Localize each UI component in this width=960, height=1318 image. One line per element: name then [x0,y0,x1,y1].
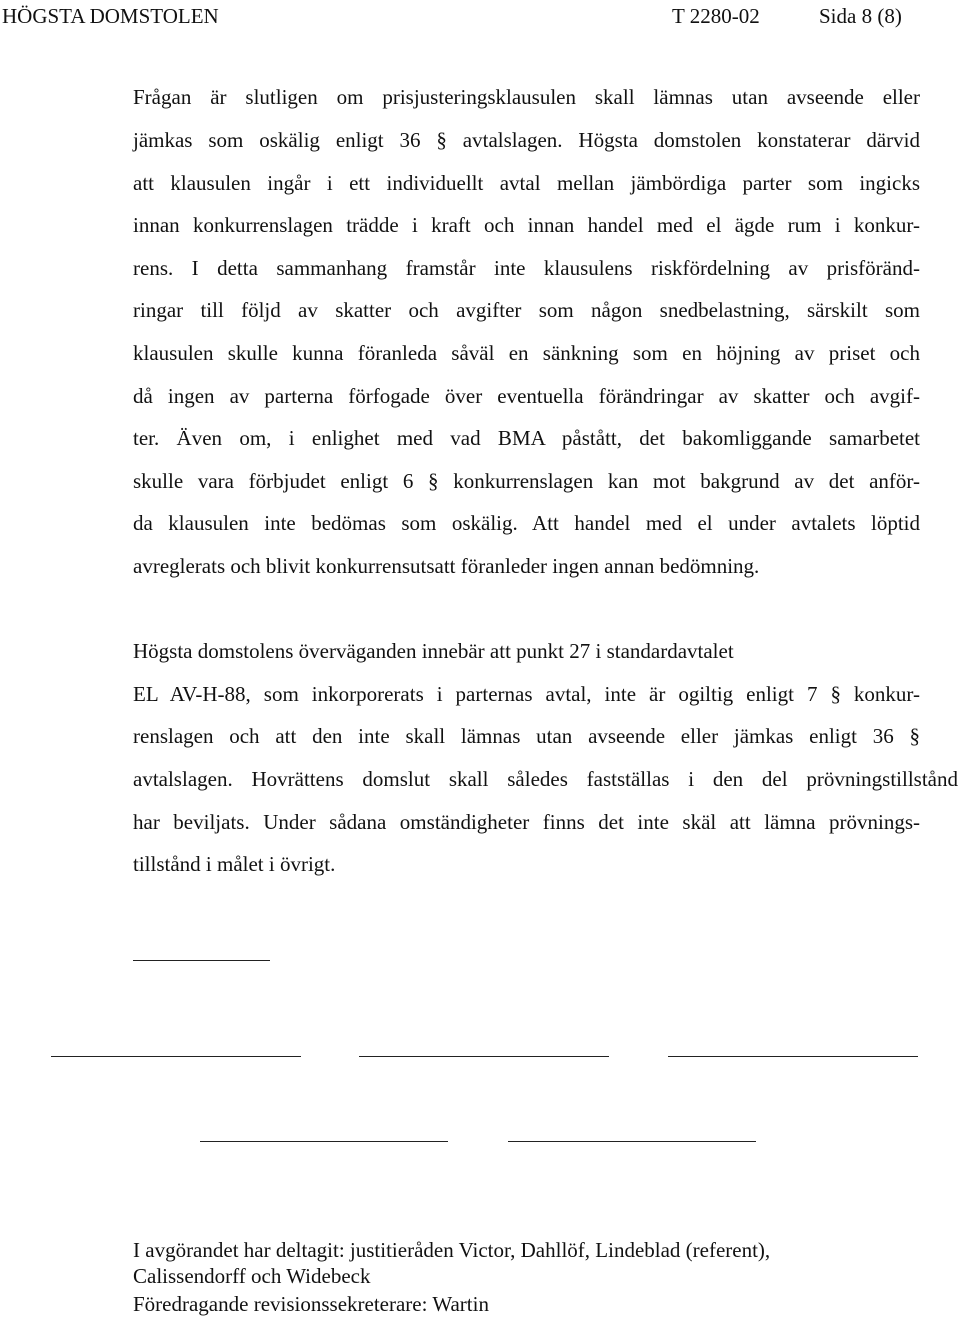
participants-line-1: I avgörandet har deltagit: justitieråden Victor, Dahllöf, Lindeblad (referent), [133,1238,771,1262]
signature-line [51,1056,301,1057]
paragraph-line: EL AV-H-88, som inkorporerats i parternas avtal, inte är ogiltig enligt 7 § konkur- [133,682,920,706]
paragraph-line: avtalslagen. Hovrättens domslut skall således fastställas i den del prövningstillstånd [133,767,958,791]
page-number: Sida 8 (8) [819,4,902,28]
paragraph-line: tillstånd i målet i övrigt. [133,852,336,876]
signature-line [508,1141,756,1142]
court-name: HÖGSTA DOMSTOLEN [2,4,219,28]
paragraph-line: ringar till följd av skatter och avgifter som någon snedbelastning, särskilt som [133,298,920,322]
rapporteur-line: Föredragande revisionssekreterare: Wartin [133,1292,489,1316]
case-number: T 2280-02 [672,4,760,28]
paragraph-line: ter. Även om, i enlighet med vad BMA påstått, det bakomliggande samarbetet [133,426,920,450]
paragraph-line: avreglerats och blivit konkurrensutsatt föranleder ingen annan bedömning. [133,554,760,578]
paragraph-line: Frågan är slutligen om prisjusteringsklausulen skall lämnas utan avseende eller [133,85,920,109]
paragraph-line: da klausulen inte bedömas som oskälig. Att handel med el under avtalets löptid [133,511,920,535]
paragraph-line: att klausulen ingår i ett individuellt avtal mellan jämbördiga parter som ingicks [133,171,920,195]
paragraph-line: skulle vara förbjudet enligt 6 § konkurrenslagen kan mot bakgrund av det anför- [133,469,920,493]
paragraph-line: Högsta domstolens överväganden innebär att punkt 27 i standardavtalet [133,639,734,663]
paragraph-line: renslagen och att den inte skall lämnas utan avseende eller jämkas enligt 36 § [133,724,920,748]
paragraph-line: då ingen av parterna förfogade över eventuella förändringar av skatter och avgif- [133,384,920,408]
paragraph-line: jämkas som oskälig enligt 36 § avtalslagen. Högsta domstolen konstaterar därvid [133,128,920,152]
signature-line [200,1141,448,1142]
signature-line [668,1056,918,1057]
signature-line [359,1056,609,1057]
separator-line [133,960,270,961]
paragraph-line: rens. I detta sammanhang framstår inte klausulens riskfördelning av prisföränd- [133,256,920,280]
paragraph-line: innan konkurrenslagen trädde i kraft och innan handel med el ägde rum i konkur- [133,213,920,237]
participants-line-2: Calissendorff och Widebeck [133,1264,371,1288]
paragraph-line: har beviljats. Under sådana omständigheter finns det inte skäl att lämna prövnings- [133,810,920,834]
paragraph-line: klausulen skulle kunna föranleda såväl en sänkning som en höjning av priset och [133,341,920,365]
